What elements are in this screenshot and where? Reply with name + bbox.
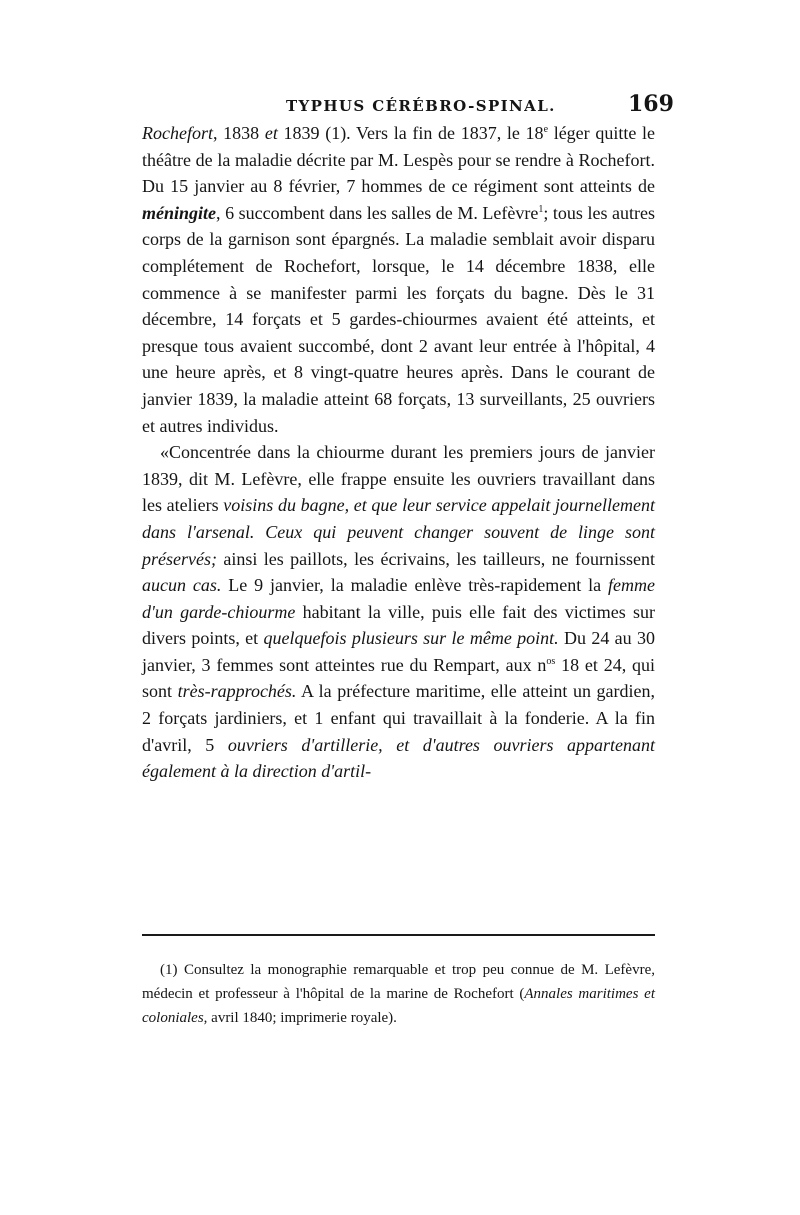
journal-title: Annales maritimes et coloniales (142, 986, 655, 1026)
conjunction: et (264, 123, 278, 143)
text-fragment: «Concentrée dans la chiourme durant les premiers jours de janvier 1839, dit M. Lefèvre, elle frappe ensuite les ouvriers travaillant dans les ateliers (142, 442, 655, 516)
text-fragment: (1) Consultez la monographie remarquable et trop peu connue de M. Lefèvre, médecin et professeur à l'hôpital de la marine de Rochefort ( (142, 962, 655, 1002)
emphasis: méningite (142, 202, 217, 223)
emphasis: aucun cas. (142, 575, 222, 596)
place-name: Rochefort (142, 123, 213, 143)
footnote (142, 958, 655, 1030)
superscript: e (543, 124, 549, 135)
emphasis: ouvriers d'artillerie, et d'autres ouvriers appartenant également à la direction d'artil- (142, 734, 656, 782)
page-number: 169 (628, 91, 674, 117)
text-fragment: ainsi les paillots, les écrivains, les tailleurs, ne fournissent (216, 548, 655, 569)
emphasis: quelquefois plusieurs sur le même point. (263, 628, 559, 649)
text-fragment: Le 9 janvier, la maladie enlève très-rapidement la (221, 575, 609, 596)
emphasis: voisins du bagne, et que leur service appelait journellement dans l'arsenal. Ceux qui peuvent changer souvent de linge sont préservés; (142, 495, 655, 569)
paragraph-1 (142, 120, 655, 439)
emphasis: femme d'un garde-chiourme (142, 575, 656, 622)
text-fragment: habitant la ville, puis elle fait des victimes sur divers points, et (142, 601, 656, 649)
footnote-divider (142, 934, 655, 936)
text-fragment: , 1838 (212, 123, 265, 143)
running-title: TYPHUS CÉRÉBRO-SPINAL. (286, 97, 556, 115)
text-fragment: A la préfecture maritime, elle atteint un gardien, 2 forçats jardiniers, et 1 enfant qui travaillait à la fonderie. A la fin d'avril, 5 (142, 681, 656, 755)
superscript: os (546, 655, 556, 667)
text-fragment: léger quitte le théâtre de la maladie décrite par M. Lespès pour se rendre à Rochefort. Du 15 janvier au 8 février, 7 hommes de ce régiment sont atteints de (142, 123, 656, 197)
footnote-marker: 1 (538, 203, 544, 215)
text-fragment: 18 et 24, qui sont (142, 654, 655, 702)
text-fragment: , avril 1840; imprimerie royale). (203, 1010, 397, 1026)
text-fragment: 1839 (1). Vers la fin de 1837, le 18 (277, 123, 544, 143)
text-fragment: Du 24 au 30 janvier, 3 femmes sont atteintes rue du Rempart, aux n (142, 628, 655, 675)
emphasis: très-rapprochés. (177, 681, 297, 702)
paragraph-2 (142, 439, 655, 785)
footnote-text (142, 958, 655, 1030)
text-fragment: , 6 succombent dans les salles de M. Lefèvre (216, 202, 539, 223)
text-fragment: ; tous les autres corps de la garnison sont épargnés. La maladie semblait avoir disparu complétement de Rochefort, lorsque, le 14 décembre 1838, elle commence à se manifester parmi les forçats du bagne. Dès le 31 décembre, 14 forçats et 5 gardes-chiourmes avaient été atteints, et presque tous avaient succombé, dont 2 avant leur entrée à l'hôpital, 4 une heure après, et 8 vingt-quatre heures après. Dans le courant de janvier 1839, la maladie atteint 68 forçats, 13 surveillants, 25 ouvriers et autres individus. (142, 202, 656, 436)
main-text (142, 120, 655, 785)
